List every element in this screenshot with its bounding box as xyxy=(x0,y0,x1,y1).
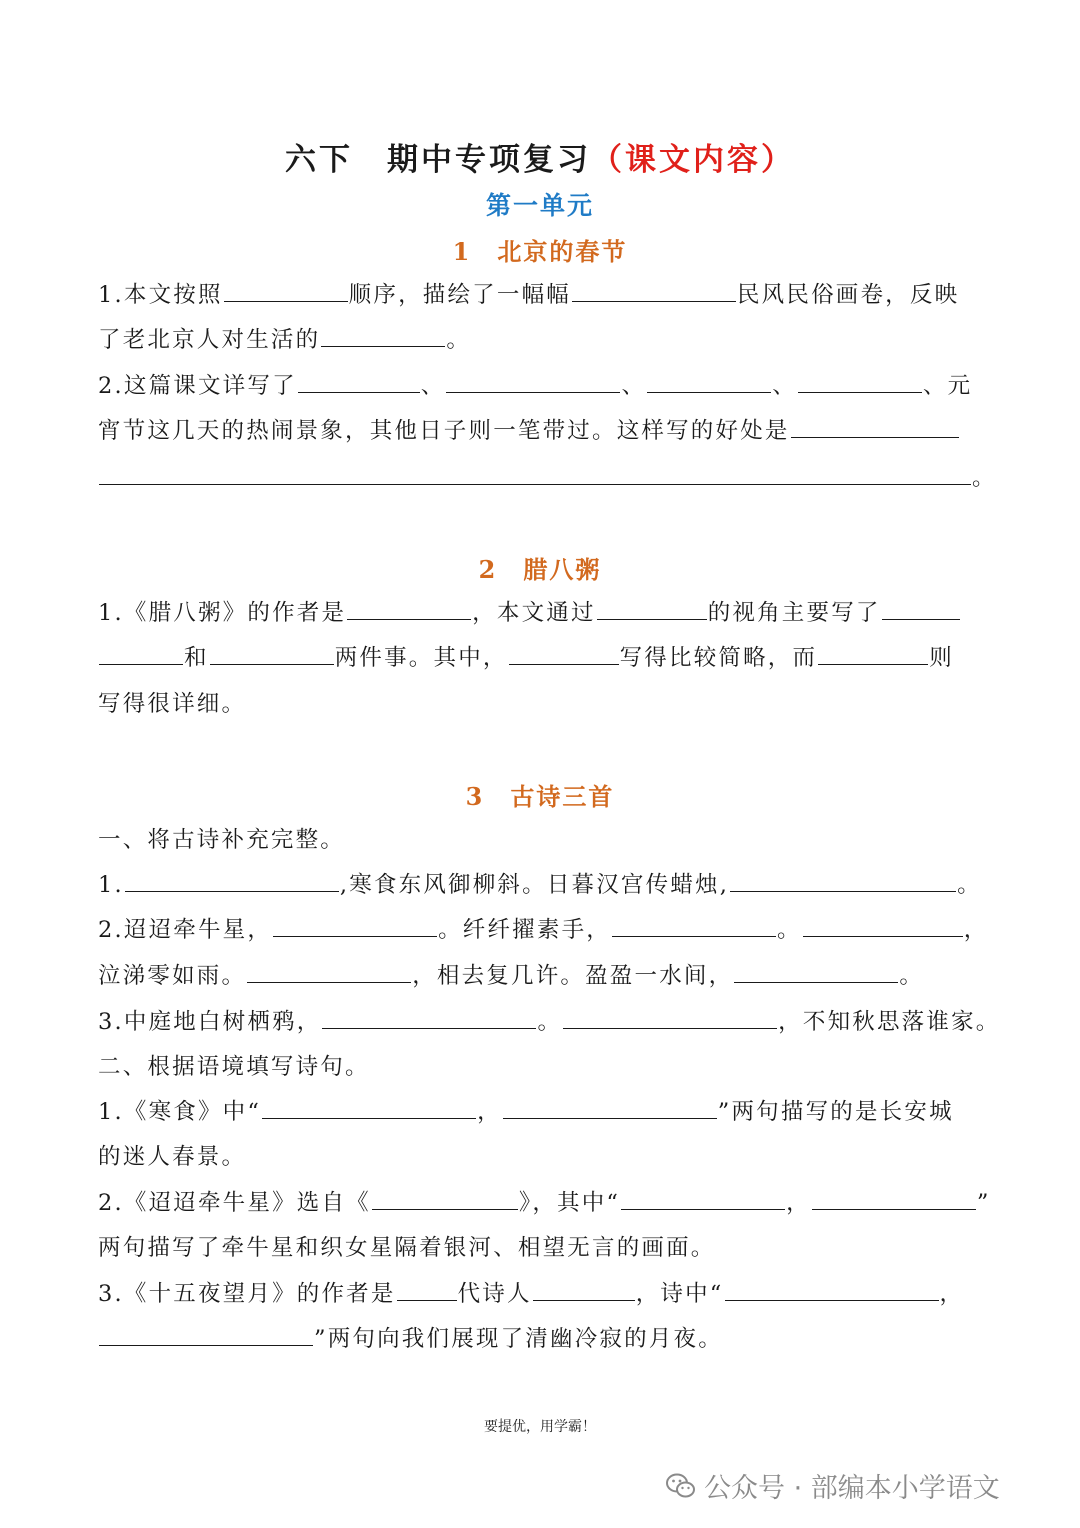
answer-blank[interactable] xyxy=(322,1006,536,1029)
answer-blank[interactable] xyxy=(99,462,971,485)
question-line: 1.《腊八粥》的作者是 ，本文通过 的视角主要写了 xyxy=(98,597,982,629)
question-line: 。 xyxy=(98,462,982,494)
answer-blank[interactable] xyxy=(612,914,776,937)
question-line: ”两句向我们展现了清幽冷寂的月夜。 xyxy=(98,1323,982,1355)
question-line: 2.迢迢牵牛星， 。纤纤擢素手， 。 ， xyxy=(98,914,982,946)
page-title: 六下 期中专项复习（课文内容） xyxy=(285,142,795,178)
answer-blank[interactable] xyxy=(509,642,619,665)
question-line: 两句描写了牵牛星和织女星隔着银河、相望无言的画面。 xyxy=(98,1235,716,1261)
page-footer: 要提优，用学霸！ xyxy=(484,1419,596,1435)
question-line: 和 两件事。其中， 写得比较简略，而 则 xyxy=(98,642,982,674)
question-line: 了老北京人对生活的 。 xyxy=(98,324,982,356)
answer-blank[interactable] xyxy=(210,642,334,665)
answer-blank[interactable] xyxy=(99,1323,313,1346)
answer-blank[interactable] xyxy=(247,960,411,983)
answer-blank[interactable] xyxy=(730,869,956,892)
answer-blank[interactable] xyxy=(298,370,420,393)
question-line: 1. ,寒食东风御柳斜。日暮汉宫传蜡烛, 。 xyxy=(98,869,982,901)
answer-blank[interactable] xyxy=(812,1187,976,1210)
answer-blank[interactable] xyxy=(125,869,339,892)
answer-blank[interactable] xyxy=(397,1278,457,1301)
answer-blank[interactable] xyxy=(803,914,963,937)
answer-blank[interactable] xyxy=(99,642,183,665)
answer-blank[interactable] xyxy=(563,1006,777,1029)
answer-blank[interactable] xyxy=(798,370,922,393)
answer-blank[interactable] xyxy=(347,597,471,620)
answer-blank[interactable] xyxy=(725,1278,939,1301)
wechat-icon xyxy=(666,1473,696,1506)
question-line: 泣涕零如雨。 ，相去复几许。盈盈一水间， 。 xyxy=(98,960,982,992)
question-line: 2.这篇课文详写了 、 、 、 、元 xyxy=(98,370,982,402)
answer-blank[interactable] xyxy=(647,370,771,393)
answer-blank[interactable] xyxy=(262,1096,476,1119)
question-line: 的迷人春景。 xyxy=(98,1144,247,1170)
answer-blank[interactable] xyxy=(818,642,928,665)
answer-blank[interactable] xyxy=(572,279,736,302)
answer-blank[interactable] xyxy=(621,1187,785,1210)
question-line: 写得很详细。 xyxy=(98,691,247,717)
section-heading: 一、将古诗补充完整。 xyxy=(98,827,346,853)
watermark: 公众号 · 部编本小学语文 xyxy=(666,1466,1000,1506)
lesson-heading-1: 1 北京的春节 xyxy=(452,237,628,266)
lesson-heading-3: 3 古诗三首 xyxy=(465,782,615,811)
answer-blank[interactable] xyxy=(597,597,707,620)
question-line: 1.《寒食》中“ ， ”两句描写的是长安城 xyxy=(98,1096,982,1128)
answer-blank[interactable] xyxy=(533,1278,635,1301)
question-line: 宵节这几天的热闹景象，其他日子则一笔带过。这样写的好处是 xyxy=(98,415,982,447)
answer-blank[interactable] xyxy=(503,1096,717,1119)
question-line: 3.《十五夜望月》的作者是 代诗人 ，诗中“ ， xyxy=(98,1278,982,1310)
answer-blank[interactable] xyxy=(734,960,898,983)
title-highlight: （课文内容） xyxy=(591,142,795,178)
answer-blank[interactable] xyxy=(273,914,437,937)
answer-blank[interactable] xyxy=(321,324,445,347)
question-line: 2.《迢迢牵牛星》选自《 》，其中“ ， ” xyxy=(98,1187,982,1219)
answer-blank[interactable] xyxy=(446,370,620,393)
question-line: 1.本文按照 顺序，描绘了一幅幅 民风民俗画卷，反映 xyxy=(98,279,982,311)
answer-blank[interactable] xyxy=(882,597,960,620)
answer-blank[interactable] xyxy=(372,1187,518,1210)
answer-blank[interactable] xyxy=(791,415,959,438)
answer-blank[interactable] xyxy=(224,279,348,302)
lesson-heading-2: 2 腊八粥 xyxy=(478,555,602,584)
section-heading: 二、根据语境填写诗句。 xyxy=(98,1054,370,1080)
unit-title: 第一单元 xyxy=(485,191,594,220)
question-line: 3.中庭地白树栖鸦， 。 ，不知秋思落谁家。 xyxy=(98,1006,982,1038)
